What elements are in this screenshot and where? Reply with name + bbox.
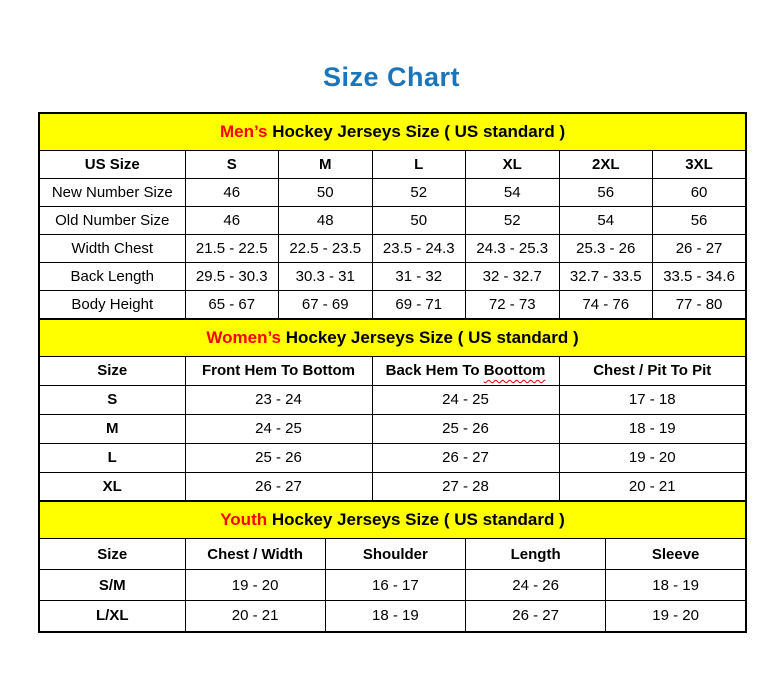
cell: 46 — [185, 207, 279, 235]
row-label: Width Chest — [39, 235, 185, 263]
size-chart — [38, 112, 745, 633]
cell: 65 - 67 — [185, 291, 279, 319]
back-hem-prefix: Back Hem To — [385, 362, 484, 379]
cell: 23 - 24 — [185, 385, 372, 414]
womens-banner — [39, 319, 746, 357]
mens-row-back-length — [39, 263, 746, 291]
womens-col-chest: Chest / Pit To Pit — [559, 356, 746, 385]
cell: 19 - 20 — [606, 601, 746, 632]
cell: 16 - 17 — [325, 570, 465, 601]
cell: 21.5 - 22.5 — [185, 235, 279, 263]
cell: 32.7 - 33.5 — [559, 263, 653, 291]
mens-row-width-chest — [39, 235, 746, 263]
back-hem-misspelled-word: Boottom — [483, 362, 546, 379]
womens-row-s — [39, 385, 746, 414]
youth-col-size: Size — [39, 539, 185, 570]
youth-header-row — [39, 539, 746, 570]
cell: 54 — [559, 207, 653, 235]
cell: 48 — [279, 207, 373, 235]
youth-banner — [39, 501, 746, 539]
youth-banner-rest: Hockey Jerseys Size ( US standard ) — [267, 510, 565, 529]
cell: 26 - 27 — [653, 235, 747, 263]
cell: 56 — [653, 207, 747, 235]
cell: 26 - 27 — [466, 601, 606, 632]
page-title: Size Chart — [322, 62, 461, 92]
womens-header-row — [39, 356, 746, 385]
cell: 33.5 - 34.6 — [653, 263, 747, 291]
cell: 20 - 21 — [559, 472, 746, 501]
cell: 52 — [372, 179, 466, 207]
cell: 69 - 71 — [372, 291, 466, 319]
cell: 46 — [185, 179, 279, 207]
youth-banner-highlight: Youth — [220, 510, 268, 529]
youth-row-lxl — [39, 601, 746, 632]
mens-col-m: M — [279, 151, 373, 179]
cell: 72 - 73 — [466, 291, 560, 319]
row-label: Back Length — [39, 263, 185, 291]
row-label: M — [39, 414, 185, 443]
cell: 26 - 27 — [185, 472, 372, 501]
row-label: L — [39, 443, 185, 472]
womens-banner-highlight: Women’s — [206, 327, 281, 347]
cell: 52 — [466, 207, 560, 235]
cell: 24 - 26 — [466, 570, 606, 601]
cell: 77 - 80 — [653, 291, 747, 319]
row-label: Body Height — [39, 291, 185, 319]
cell: 26 - 27 — [372, 443, 559, 472]
youth-col-length: Length — [466, 539, 606, 570]
womens-col-back-hem — [372, 356, 559, 385]
womens-size-table — [38, 318, 747, 503]
cell: 31 - 32 — [372, 263, 466, 291]
cell: 19 - 20 — [559, 443, 746, 472]
cell: 24 - 25 — [185, 414, 372, 443]
cell: 18 - 19 — [606, 570, 746, 601]
mens-row-old-number-size — [39, 207, 746, 235]
row-label: Old Number Size — [39, 207, 185, 235]
row-label: New Number Size — [39, 179, 185, 207]
cell: 67 - 69 — [279, 291, 373, 319]
youth-col-shoulder: Shoulder — [325, 539, 465, 570]
cell: 50 — [279, 179, 373, 207]
row-label: XL — [39, 472, 185, 501]
cell: 25 - 26 — [185, 443, 372, 472]
mens-col-2xl: 2XL — [559, 151, 653, 179]
row-label: L/XL — [39, 601, 185, 632]
cell: 74 - 76 — [559, 291, 653, 319]
cell: 54 — [466, 179, 560, 207]
mens-col-3xl: 3XL — [653, 151, 747, 179]
row-label: S — [39, 385, 185, 414]
youth-size-table — [38, 500, 747, 633]
cell: 18 - 19 — [325, 601, 465, 632]
cell: 60 — [653, 179, 747, 207]
womens-col-front-hem: Front Hem To Bottom — [185, 356, 372, 385]
cell: 25.3 - 26 — [559, 235, 653, 263]
mens-banner — [39, 113, 746, 151]
cell: 29.5 - 30.3 — [185, 263, 279, 291]
cell: 27 - 28 — [372, 472, 559, 501]
womens-row-xl — [39, 472, 746, 501]
mens-banner-row — [39, 113, 746, 151]
youth-row-sm — [39, 570, 746, 601]
mens-row-body-height — [39, 291, 746, 319]
cell: 19 - 20 — [185, 570, 325, 601]
mens-header-row — [39, 151, 746, 179]
womens-banner-row — [39, 319, 746, 357]
cell: 30.3 - 31 — [279, 263, 373, 291]
mens-banner-rest: Hockey Jerseys Size ( US standard ) — [267, 122, 566, 141]
mens-banner-highlight: Men’s — [219, 122, 268, 141]
mens-col-l: L — [372, 151, 466, 179]
cell: 24 - 25 — [372, 385, 559, 414]
womens-row-m — [39, 414, 746, 443]
cell: 20 - 21 — [185, 601, 325, 632]
womens-row-l — [39, 443, 746, 472]
mens-row-new-number-size — [39, 179, 746, 207]
cell: 24.3 - 25.3 — [466, 235, 560, 263]
mens-col-xl: XL — [466, 151, 560, 179]
cell: 56 — [559, 179, 653, 207]
cell: 18 - 19 — [559, 414, 746, 443]
mens-col-s: S — [185, 151, 279, 179]
cell: 25 - 26 — [372, 414, 559, 443]
cell: 50 — [372, 207, 466, 235]
youth-banner-row — [39, 501, 746, 539]
row-label: S/M — [39, 570, 185, 601]
womens-col-size: Size — [39, 356, 185, 385]
youth-col-chest-width: Chest / Width — [185, 539, 325, 570]
womens-banner-rest: Hockey Jerseys Size ( US standard ) — [281, 327, 579, 347]
mens-col-us-size: US Size — [39, 151, 185, 179]
mens-size-table — [38, 112, 747, 320]
cell: 32 - 32.7 — [466, 263, 560, 291]
youth-col-sleeve: Sleeve — [606, 539, 746, 570]
cell: 17 - 18 — [559, 385, 746, 414]
cell: 23.5 - 24.3 — [372, 235, 466, 263]
cell: 22.5 - 23.5 — [279, 235, 373, 263]
